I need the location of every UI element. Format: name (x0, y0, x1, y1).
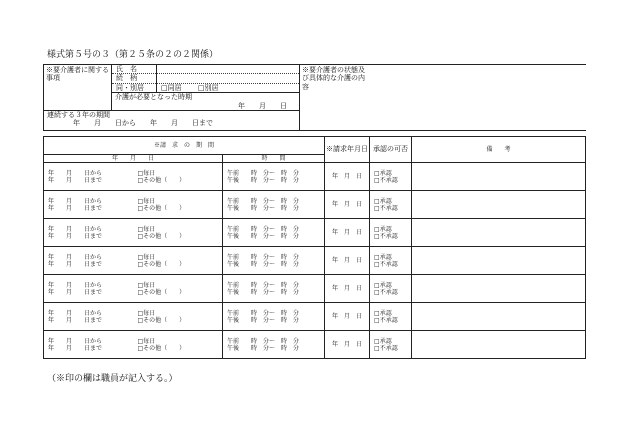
date-range-cell[interactable] (44, 191, 138, 219)
pm-time: 午後 時 分～ 時 分 (227, 260, 300, 268)
frequency-cell[interactable] (138, 303, 223, 331)
time-cell[interactable] (223, 163, 325, 191)
need-date-value: 年 月 日 (238, 101, 287, 110)
care-recipient-table (43, 64, 586, 131)
remarks-cell[interactable] (412, 163, 586, 191)
other-checkbox[interactable]: □その他（ ） (137, 316, 186, 324)
subject-label: ※要介護者に関する事項 (44, 65, 112, 111)
reject-checkbox[interactable]: □不承認 (374, 176, 398, 184)
daily-checkbox[interactable]: □毎日 (137, 197, 156, 205)
time-cell[interactable] (223, 331, 325, 359)
approve-checkbox[interactable]: □承認 (374, 281, 392, 289)
date-to: 年 月 日まで (48, 204, 103, 212)
remarks-cell[interactable] (412, 219, 586, 247)
relation-label: 続 柄 (112, 74, 157, 83)
other-checkbox[interactable]: □その他（ ） (137, 204, 186, 212)
cohab-opt-separate[interactable]: □別居 (197, 83, 219, 92)
reject-checkbox[interactable]: □不承認 (374, 260, 398, 268)
approve-checkbox[interactable]: □承認 (374, 337, 392, 345)
frequency-cell[interactable] (138, 275, 223, 303)
claim-date-cell[interactable]: 年 月 日 (325, 247, 370, 275)
date-from: 年 月 日から (48, 225, 103, 233)
date-to: 年 月 日まで (48, 344, 103, 352)
other-checkbox[interactable]: □その他（ ） (137, 288, 186, 296)
claim-date-cell[interactable]: 年 月 日 (325, 275, 370, 303)
date-from: 年 月 日から (48, 197, 103, 205)
continuous-value: 年 月 日から 年 月 日まで (73, 119, 213, 128)
name-label: 氏 名 (112, 65, 157, 74)
pm-time: 午後 時 分～ 時 分 (227, 344, 300, 352)
daily-checkbox[interactable]: □毎日 (137, 337, 156, 345)
date-from: 年 月 日から (48, 169, 103, 177)
frequency-cell[interactable] (138, 191, 223, 219)
table-row (44, 163, 586, 191)
frequency-cell[interactable] (138, 163, 223, 191)
remarks-cell[interactable] (412, 331, 586, 359)
date-to: 年 月 日まで (48, 316, 103, 324)
time-cell[interactable] (223, 247, 325, 275)
remarks-cell[interactable] (412, 275, 586, 303)
pm-time: 午後 時 分～ 時 分 (227, 288, 300, 296)
am-time: 午前 時 分～ 時 分 (227, 337, 300, 345)
approval-cell[interactable] (370, 163, 412, 191)
pm-time: 午後 時 分～ 時 分 (227, 232, 300, 240)
need-date-label: 介護が必要となった時期 (115, 93, 192, 102)
table-row (44, 219, 586, 247)
approve-checkbox[interactable]: □承認 (374, 225, 392, 233)
time-cell[interactable] (223, 219, 325, 247)
am-time: 午前 時 分～ 時 分 (227, 253, 300, 261)
claim-date-cell[interactable]: 年 月 日 (325, 163, 370, 191)
table-row (44, 191, 586, 219)
date-from: 年 月 日から (48, 281, 103, 289)
reject-checkbox[interactable]: □不承認 (374, 232, 398, 240)
form-title: 様式第５号の３（第２５条の２の２関係） (47, 50, 219, 60)
date-to: 年 月 日まで (48, 260, 103, 268)
am-time: 午前 時 分～ 時 分 (227, 169, 300, 177)
daily-checkbox[interactable]: □毎日 (137, 309, 156, 317)
daily-checkbox[interactable]: □毎日 (137, 253, 156, 261)
footnote: （※印の欄は職員が記入する。） (47, 374, 178, 384)
reject-checkbox[interactable]: □不承認 (374, 344, 398, 352)
claim-date-header: ※請求年月日 (325, 137, 370, 163)
claim-date-cell[interactable]: 年 月 日 (325, 303, 370, 331)
date-to: 年 月 日まで (48, 232, 103, 240)
date-to: 年 月 日まで (48, 176, 103, 184)
date-range-cell[interactable] (44, 219, 138, 247)
date-range-cell[interactable] (44, 303, 138, 331)
date-from: 年 月 日から (48, 253, 103, 261)
approval-header: 承認の可否 (370, 137, 412, 163)
daily-checkbox[interactable]: □毎日 (137, 225, 156, 233)
time-cell[interactable] (223, 191, 325, 219)
frequency-cell[interactable] (138, 247, 223, 275)
cohab-label: 同・別居 (112, 83, 157, 92)
claim-date-cell[interactable]: 年 月 日 (325, 331, 370, 359)
state-label: ※要介護者の状態及び具体的な介護の内容 (300, 65, 586, 131)
name-field[interactable] (157, 65, 300, 74)
date-from: 年 月 日から (48, 337, 103, 345)
reject-checkbox[interactable]: □不承認 (374, 204, 398, 212)
table-row (44, 275, 586, 303)
approval-cell[interactable] (370, 219, 412, 247)
approval-cell[interactable] (370, 275, 412, 303)
remarks-cell[interactable] (412, 191, 586, 219)
period-header: ※請 求 の 期 間 (44, 137, 325, 155)
am-time: 午前 時 分～ 時 分 (227, 197, 300, 205)
time-header: 時 間 (223, 155, 325, 163)
daily-checkbox[interactable]: □毎日 (137, 169, 156, 177)
frequency-cell[interactable] (138, 331, 223, 359)
am-time: 午前 時 分～ 時 分 (227, 281, 300, 289)
approval-cell[interactable] (370, 331, 412, 359)
continuous-period-cell[interactable] (44, 110, 300, 130)
date-header: 年 月 日 (44, 155, 223, 163)
date-to: 年 月 日まで (48, 288, 103, 296)
need-date-cell[interactable] (112, 93, 300, 111)
other-checkbox[interactable]: □その他（ ） (137, 260, 186, 268)
date-range-cell[interactable] (44, 331, 138, 359)
daily-checkbox[interactable]: □毎日 (137, 281, 156, 289)
am-time: 午前 時 分～ 時 分 (227, 225, 300, 233)
remarks-cell[interactable] (412, 303, 586, 331)
reject-checkbox[interactable]: □不承認 (374, 316, 398, 324)
cohab-opt-same[interactable]: □同居 (161, 83, 182, 92)
remarks-cell[interactable] (412, 247, 586, 275)
approval-cell[interactable] (370, 191, 412, 219)
approve-checkbox[interactable]: □承認 (374, 169, 392, 177)
other-checkbox[interactable]: □その他（ ） (137, 232, 186, 240)
pm-time: 午後 時 分～ 時 分 (227, 176, 300, 184)
approve-checkbox[interactable]: □承認 (374, 253, 392, 261)
cohab-options[interactable] (157, 83, 300, 92)
am-time: 午前 時 分～ 時 分 (227, 309, 300, 317)
other-checkbox[interactable]: □その他（ ） (137, 176, 186, 184)
date-range-cell[interactable] (44, 247, 138, 275)
claim-period-table (43, 136, 586, 359)
time-cell[interactable] (223, 275, 325, 303)
approve-checkbox[interactable]: □承認 (374, 197, 392, 205)
date-range-cell[interactable] (44, 275, 138, 303)
table-row (44, 247, 586, 275)
pm-time: 午後 時 分～ 時 分 (227, 316, 300, 324)
time-cell[interactable] (223, 303, 325, 331)
claim-date-cell[interactable]: 年 月 日 (325, 191, 370, 219)
approve-checkbox[interactable]: □承認 (374, 309, 392, 317)
date-from: 年 月 日から (48, 309, 103, 317)
claim-date-cell[interactable]: 年 月 日 (325, 219, 370, 247)
relation-field[interactable] (157, 74, 300, 83)
approval-cell[interactable] (370, 303, 412, 331)
continuous-label: 連続する３年の期間 (47, 110, 110, 119)
other-checkbox[interactable]: □その他（ ） (137, 344, 186, 352)
approval-cell[interactable] (370, 247, 412, 275)
date-range-cell[interactable] (44, 163, 138, 191)
table-row (44, 303, 586, 331)
frequency-cell[interactable] (138, 219, 223, 247)
pm-time: 午後 時 分～ 時 分 (227, 204, 300, 212)
reject-checkbox[interactable]: □不承認 (374, 288, 398, 296)
table-row (44, 331, 586, 359)
remarks-header: 備 考 (412, 137, 586, 163)
